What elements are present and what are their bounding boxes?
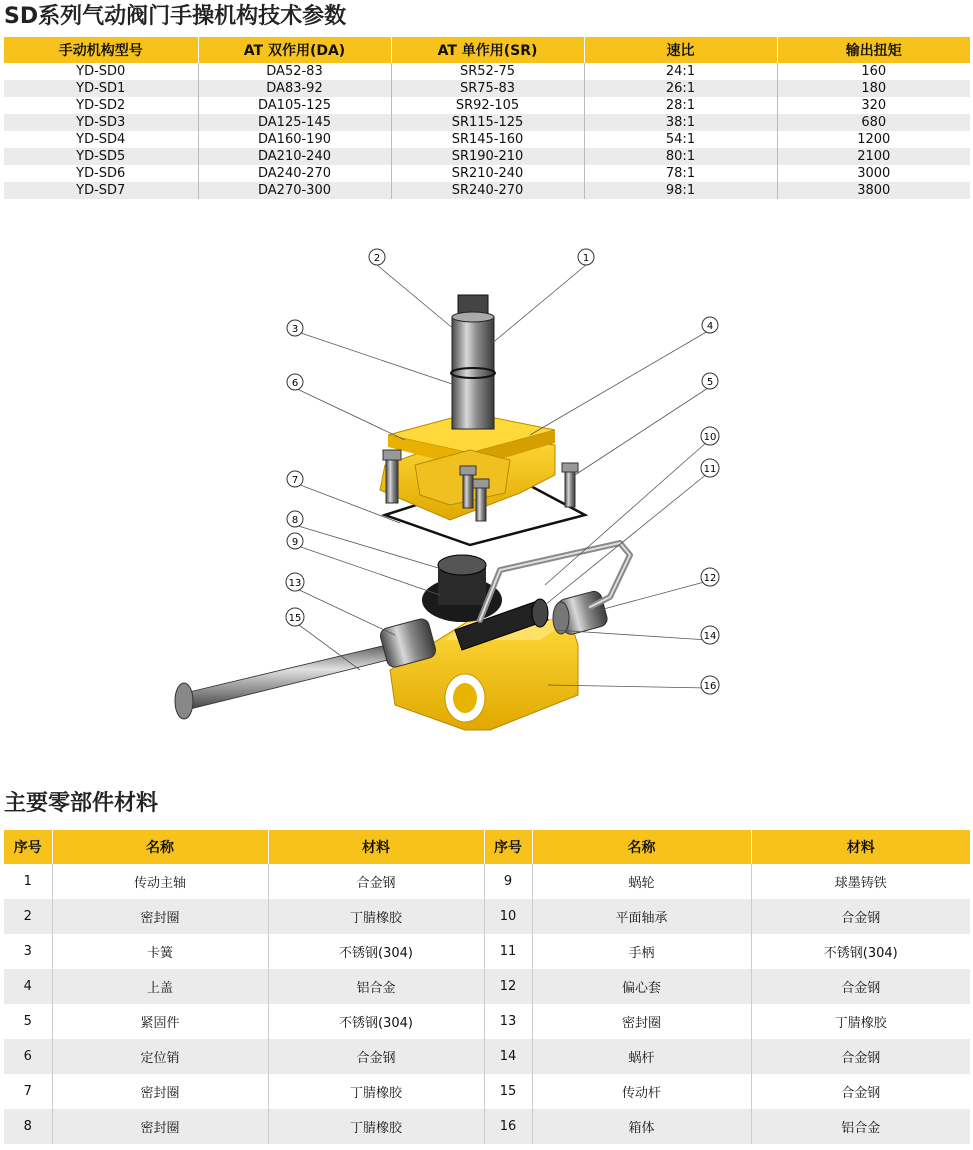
callout-label: 11	[703, 464, 717, 475]
material-cell: 铝合金	[751, 1109, 970, 1144]
name-cell: 平面轴承	[532, 899, 751, 934]
callout-16	[701, 676, 719, 694]
name-cell: 传动主轴	[52, 864, 268, 899]
spec-header-ratio: 速比	[584, 37, 777, 63]
sr-cell: SR145-160	[391, 131, 584, 148]
model-cell: YD-SD6	[4, 165, 198, 182]
table-row	[4, 114, 970, 131]
table-row	[4, 182, 970, 199]
name-cell: 手柄	[532, 934, 751, 969]
name-cell: 蜗杆	[532, 1039, 751, 1074]
spec-header-torque: 输出扭矩	[777, 37, 970, 63]
callout-5	[702, 373, 718, 389]
ratio-cell: 54:1	[584, 131, 777, 148]
table-row	[4, 148, 970, 165]
material-cell: 合金钢	[841, 1086, 881, 1101]
parts-title: 主要零部件材料	[4, 791, 159, 816]
table-row	[4, 97, 970, 114]
callout-1	[578, 249, 594, 265]
index-cell: 9	[484, 864, 532, 899]
table-row	[4, 934, 970, 969]
material-cell: 不锈钢(304)	[268, 934, 484, 969]
callout-7	[287, 471, 303, 487]
model-cell: YD-SD0	[4, 63, 198, 80]
callout-3	[287, 320, 303, 336]
model-cell: YD-SD4	[4, 131, 198, 148]
table-row	[4, 969, 970, 1004]
callout-12	[701, 568, 719, 586]
material-cell: 铝合金	[268, 969, 484, 1004]
ratio-cell: 98:1	[584, 182, 777, 199]
callout-6	[287, 374, 303, 390]
spec-title: SD系列气动阀门手操机构技术参数	[4, 4, 347, 29]
torque-cell: 3800	[777, 182, 970, 199]
torque-cell: 180	[777, 80, 970, 97]
index-cell: 6	[4, 1039, 52, 1074]
callout-13	[286, 573, 304, 591]
callout-label: 14	[703, 631, 717, 642]
sr-cell: SR52-75	[391, 63, 584, 80]
material-cell: 合金钢	[751, 969, 970, 1004]
table-row	[4, 131, 970, 148]
da-cell: DA210-240	[198, 148, 391, 165]
callout-11	[701, 459, 719, 477]
callout-9	[287, 533, 303, 549]
name-cell: 偏心套	[532, 969, 751, 1004]
spec-table	[4, 37, 970, 199]
name-cell: 上盖	[52, 969, 268, 1004]
exploded-assembly-diagram	[0, 225, 973, 765]
model-cell: YD-SD2	[4, 97, 198, 114]
parts-header-index: 序号	[4, 830, 52, 864]
index-cell: 11	[484, 934, 532, 969]
material-cell: 合金钢	[268, 1039, 484, 1074]
sr-cell: SR115-125	[391, 114, 584, 131]
callout-label: 15	[288, 613, 302, 624]
eccentric-sleeve-part	[553, 590, 609, 636]
parts-header-name: 名称	[52, 830, 268, 864]
spec-header-sr: AT 单作用(SR)	[391, 37, 584, 63]
callout-14	[701, 626, 719, 644]
ratio-cell: 80:1	[584, 148, 777, 165]
callout-label: 13	[288, 578, 302, 589]
model-cell: YD-SD3	[4, 114, 198, 131]
torque-cell: 3000	[857, 166, 891, 181]
name-cell: 密封圈	[52, 899, 268, 934]
callout-label: 4	[706, 321, 714, 332]
callout-8	[287, 511, 303, 527]
callout-label: 8	[291, 515, 299, 526]
material-cell: 丁腈橡胶	[268, 899, 484, 934]
material-cell: 不锈钢(304)	[823, 946, 898, 961]
name-cell: 紧固件	[52, 1004, 268, 1039]
parts-header-material-2: 材料	[751, 830, 970, 864]
parts-header-name-2: 名称	[532, 830, 751, 864]
material-cell: 球墨铸铁	[834, 876, 887, 891]
index-cell: 1	[4, 864, 52, 899]
spec-header-model: 手动机构型号	[4, 37, 198, 63]
index-cell: 16	[484, 1109, 532, 1144]
callout-15	[286, 608, 304, 626]
index-cell: 12	[484, 969, 532, 1004]
table-row	[4, 80, 970, 97]
index-cell: 14	[484, 1039, 532, 1074]
callout-label: 5	[706, 377, 714, 388]
index-cell: 10	[484, 899, 532, 934]
callout-2	[369, 249, 385, 265]
sr-cell: SR190-210	[391, 148, 584, 165]
da-cell: DA52-83	[198, 63, 391, 80]
callout-4	[702, 317, 718, 333]
ratio-cell: 78:1	[584, 165, 777, 182]
index-cell: 15	[484, 1074, 532, 1109]
index-cell: 4	[4, 969, 52, 1004]
material-cell: 合金钢	[751, 1039, 970, 1074]
name-cell: 密封圈	[52, 1109, 268, 1144]
name-cell: 箱体	[532, 1109, 751, 1144]
callout-label: 10	[703, 432, 717, 443]
model-cell: YD-SD7	[4, 182, 198, 199]
index-cell: 8	[4, 1109, 52, 1144]
sr-cell: SR75-83	[391, 80, 584, 97]
name-cell: 蜗轮	[532, 864, 751, 899]
ratio-cell: 38:1	[584, 114, 777, 131]
name-cell: 传动杆	[532, 1074, 751, 1109]
material-cell: 丁腈橡胶	[268, 1109, 484, 1144]
ratio-cell: 28:1	[584, 97, 777, 114]
material-cell: 合金钢	[268, 864, 484, 899]
sr-cell: SR210-240	[391, 165, 584, 182]
torque-cell: 1200	[857, 132, 891, 147]
material-cell: 合金钢	[751, 899, 970, 934]
name-cell: 卡簧	[52, 934, 268, 969]
table-row	[4, 899, 970, 934]
torque-cell: 2100	[777, 148, 970, 165]
callout-label: 12	[703, 573, 717, 584]
index-cell: 5	[4, 1004, 52, 1039]
ratio-cell: 24:1	[584, 63, 777, 80]
parts-header-row	[4, 830, 970, 864]
spec-header-row	[4, 37, 970, 63]
model-cell: YD-SD5	[4, 148, 198, 165]
da-cell: DA105-125	[198, 97, 391, 114]
callout-label: 16	[703, 681, 717, 692]
ratio-cell: 26:1	[584, 80, 777, 97]
material-cell: 丁腈橡胶	[268, 1074, 484, 1109]
model-cell: YD-SD1	[4, 80, 198, 97]
parts-header-index-2: 序号	[484, 830, 532, 864]
da-cell: DA240-270	[198, 165, 391, 182]
callout-label: 1	[582, 253, 590, 264]
da-cell: DA83-92	[198, 80, 391, 97]
torque-cell: 320	[861, 98, 887, 113]
da-cell: DA270-300	[198, 182, 391, 199]
name-cell: 密封圈	[52, 1074, 268, 1109]
index-cell: 2	[4, 899, 52, 934]
material-cell: 不锈钢(304)	[268, 1004, 484, 1039]
material-cell: 丁腈橡胶	[834, 1016, 887, 1031]
table-row	[4, 1074, 970, 1109]
callout-10	[701, 427, 719, 445]
da-cell: DA125-145	[198, 114, 391, 131]
da-cell: DA160-190	[198, 131, 391, 148]
name-cell: 定位销	[52, 1039, 268, 1074]
callout-label: 6	[291, 378, 299, 389]
parts-header-material: 材料	[268, 830, 484, 864]
table-row	[4, 1039, 970, 1074]
callout-label: 2	[373, 253, 381, 264]
index-cell: 3	[4, 934, 52, 969]
main-shaft-part	[451, 295, 495, 429]
parts-table	[4, 830, 970, 1144]
spec-header-da: AT 双作用(DA)	[198, 37, 391, 63]
table-row	[4, 63, 970, 80]
table-row	[4, 1109, 970, 1144]
drive-rod-part	[175, 643, 400, 719]
callout-label: 9	[291, 537, 299, 548]
torque-cell: 680	[777, 114, 970, 131]
table-row	[4, 864, 970, 899]
sr-cell: SR240-270	[391, 182, 584, 199]
sr-cell: SR92-105	[391, 97, 584, 114]
index-cell: 7	[4, 1074, 52, 1109]
table-row	[4, 165, 970, 182]
name-cell: 密封圈	[532, 1004, 751, 1039]
callout-label: 7	[291, 475, 299, 486]
callout-label: 3	[291, 324, 299, 335]
table-row	[4, 1004, 970, 1039]
index-cell: 13	[484, 1004, 532, 1039]
torque-cell: 160	[861, 64, 887, 79]
